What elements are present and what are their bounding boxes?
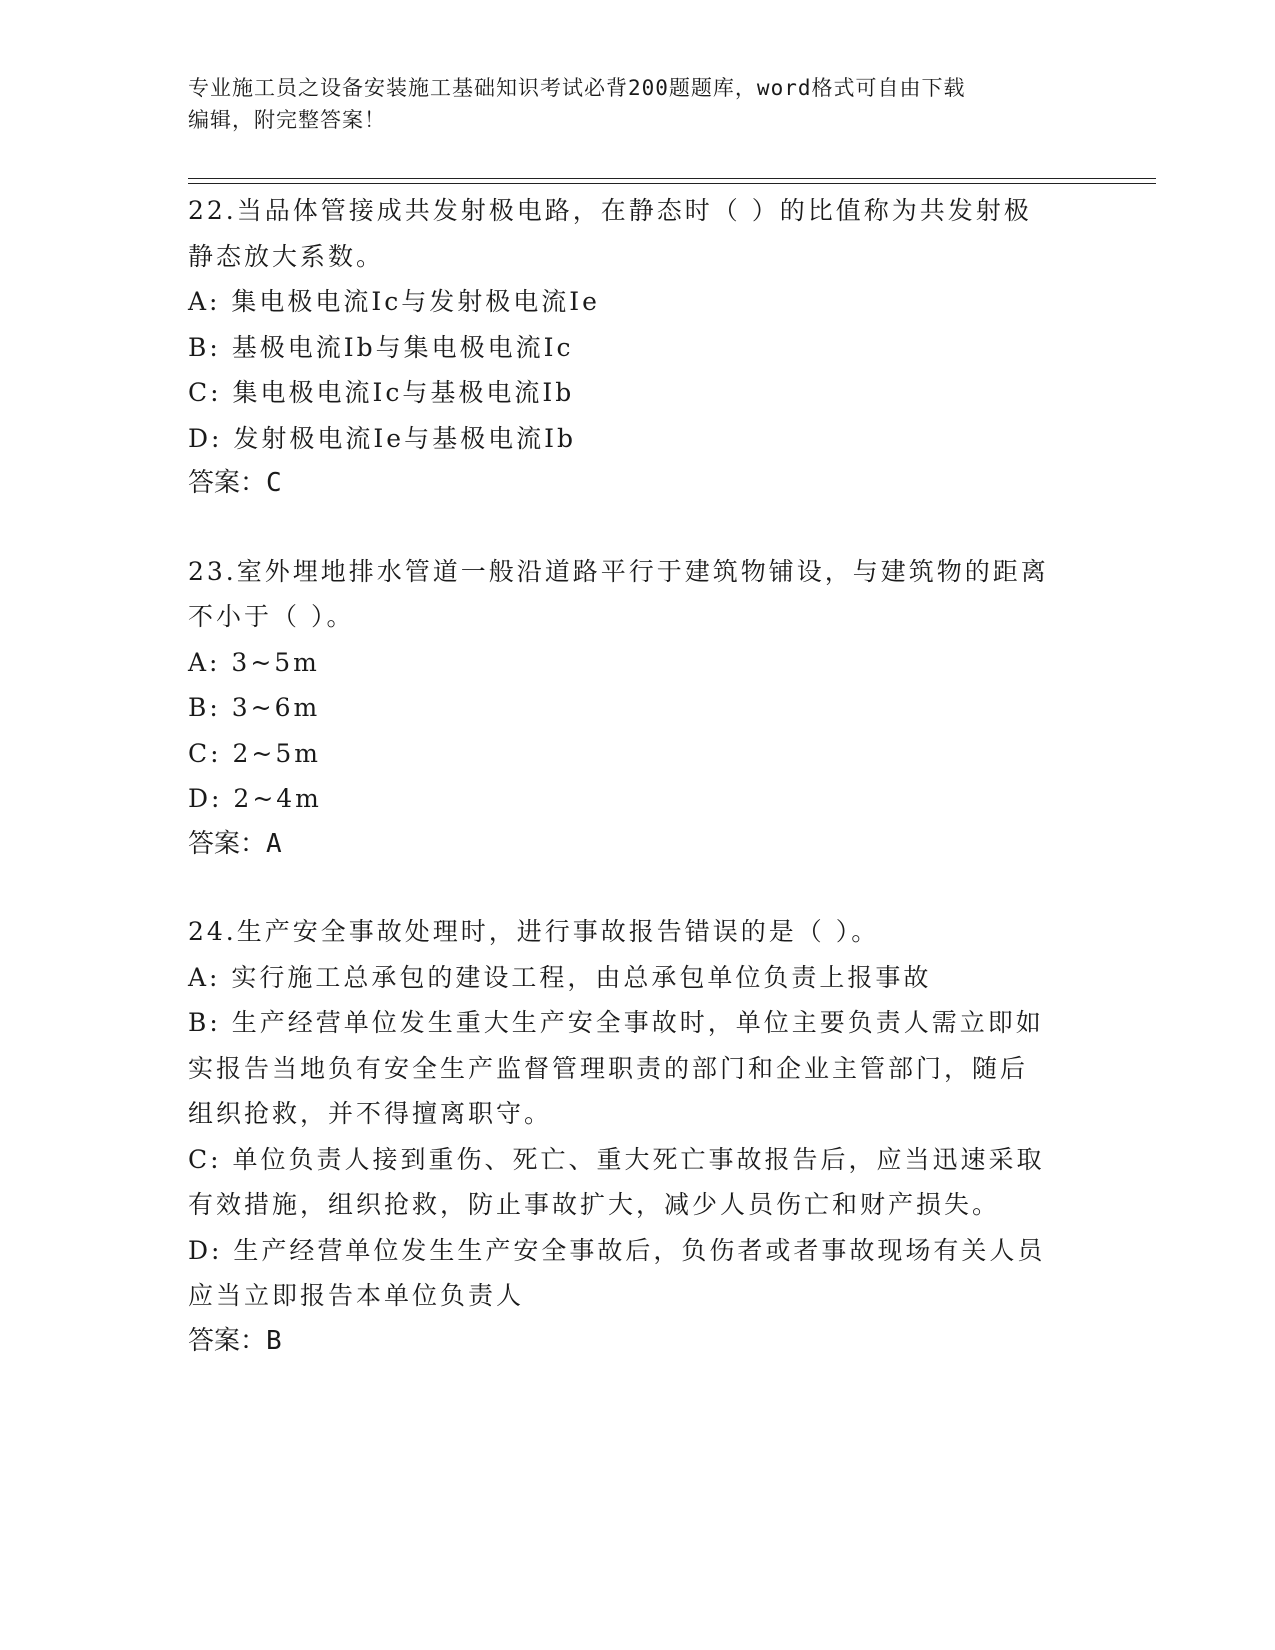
- header-title-line-2: 编辑，附完整答案！: [188, 108, 386, 132]
- question-list: [188, 188, 1088, 1406]
- question-stem-line: 22.当品体管接成共发射极电路，在静态时（ ）的比值称为共发射极: [188, 196, 1032, 225]
- option-b: B: 基极电流Ib与集电极电流Ic: [188, 332, 574, 362]
- option-b-continued: 组织抢救，并不得擅离职守。: [188, 1099, 553, 1128]
- option-b: B: 3~6m: [188, 693, 321, 722]
- option-d: D: 2~4m: [188, 784, 322, 813]
- header-divider-bottom: [188, 183, 1156, 184]
- option-a: A: 集电极电流Ic与发射极电流Ie: [188, 287, 600, 316]
- option-c: C: 单位负责人接到重伤、死亡、重大死亡事故报告后，应当迅速采取: [188, 1144, 1045, 1174]
- page-header: [188, 72, 1068, 136]
- question-stem-line: 不小于（ ）。: [188, 602, 355, 631]
- question-stem-line: 23.室外埋地排水管道一般沿道路平行于建筑物铺设，与建筑物的距离: [188, 556, 1049, 586]
- option-d-continued: 应当立即报告本单位负责人: [188, 1281, 525, 1310]
- option-d: D: 发射极电流Ie与基极电流Ib: [188, 423, 576, 453]
- answer-label: 答案：B: [188, 1325, 282, 1356]
- option-a: A: 3~5m: [188, 647, 320, 677]
- option-c: C: 集电极电流Ic与基极电流Ib: [188, 378, 575, 407]
- question-22: [188, 188, 1088, 507]
- option-d: D: 生产经营单位发生生产安全事故后，负伤者或者事故现场有关人员: [188, 1235, 1046, 1265]
- question-24: [188, 909, 1088, 1364]
- answer-label: 答案：C: [188, 468, 282, 498]
- answer-label: 答案：A: [188, 828, 282, 859]
- question-23: [188, 549, 1088, 868]
- header-title-line-1: 专业施工员之设备安装施工基础知识考试必背200题题库，word格式可自由下载: [188, 76, 966, 100]
- option-c: C: 2~5m: [188, 738, 321, 768]
- option-a: A: 实行施工总承包的建设工程，由总承包单位负责上报事故: [188, 962, 932, 992]
- option-b-continued: 实报告当地负有安全生产监督管理职责的部门和企业主管部门，随后: [188, 1053, 1029, 1083]
- option-b: B: 生产经营单位发生重大生产安全事故时，单位主要负责人需立即如: [188, 1008, 1044, 1037]
- question-stem-line: 24.生产安全事故处理时，进行事故报告错误的是（ ）。: [188, 917, 880, 946]
- option-c-continued: 有效措施，组织抢救，防止事故扩大，减少人员伤亡和财产损失。: [188, 1190, 1001, 1219]
- header-divider-top: [188, 178, 1156, 179]
- question-stem-line: 静态放大系数。: [188, 241, 385, 271]
